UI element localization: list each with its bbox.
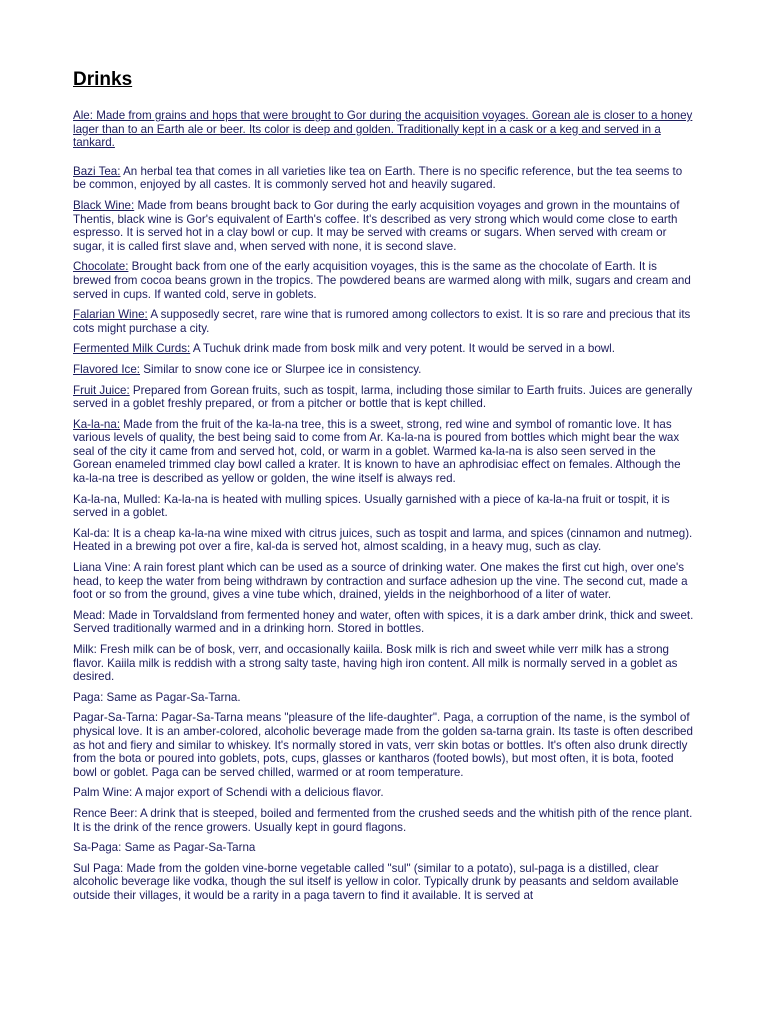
entry-term: Bazi Tea: xyxy=(73,164,121,178)
entry-term: Falarian Wine: xyxy=(73,308,148,322)
entry-paga xyxy=(73,691,695,705)
entry-term: Ale: xyxy=(73,109,93,122)
entry-text: Fresh milk can be of bosk, verr, and occasionally kaiila. Bosk milk is rich and sweet while verr milk has a strong flavor. Kaiila milk is reddish with a strong salty taste, having high iron content. All milk is normally served in a goblet as desired. xyxy=(73,643,678,684)
entry-text: Made in Torvaldsland from fermented honey and water, often with spices, it is a dark amber drink, thick and sweet. Served traditionally warmed and in a drinking horn. Stored in bottles. xyxy=(73,608,694,636)
entry-kal-da xyxy=(73,527,695,554)
entry-term: Mead: xyxy=(73,608,106,622)
entry-palm-wine xyxy=(73,786,695,800)
entry-text: It is a cheap ka-la-na wine mixed with citrus juices, such as tospit and larma, and spices (cinnamon and nutmeg). Heated in a brewing pot over a fire, kal-da is served hot, almost scalding, in a heavy mug, such as clay. xyxy=(73,526,693,554)
entry-term: Sa-Paga: xyxy=(73,841,122,855)
entry-text: Made from the fruit of the ka-la-na tree, this is a sweet, strong, red wine and symbol of romantic love. It has various levels of quality, the best being said to come from Ar. Ka-la-na is poured from bottles which might bear the wax seal of the city it came from and served hot, cold, or warm in a goblet. Warmed ka-la-na is also seen served in the Gorean enameled trimmed clay bowl called a krater. It is known to have an aphrodisiac effect on females. Although the ka-la-na tree is described as yellow or golden, the wine itself is always red. xyxy=(73,417,681,486)
entry-term: Paga: xyxy=(73,690,104,704)
entry-fruit-juice xyxy=(73,384,695,411)
entry-text: Same as Pagar-Sa-Tarna. xyxy=(103,690,241,704)
entry-term: Flavored Ice: xyxy=(73,362,141,376)
entry-chocolate xyxy=(73,260,695,301)
entry-term: Ka-la-na, Mulled: xyxy=(73,492,161,506)
entry-pagar-sa-tarna xyxy=(73,711,695,779)
entry-sul-paga xyxy=(73,862,695,903)
entry-black-wine xyxy=(73,199,695,253)
entry-text: A major export of Schendi with a delicious flavor. xyxy=(132,786,384,800)
entry-ka-la-na xyxy=(73,418,695,486)
entry-text: A drink that is steeped, boiled and fermented from the crushed seeds and the whitish pith of the rence plant. It is the drink of the rence growers. Usually kept in gourd flagons. xyxy=(73,806,693,834)
entry-term: Sul Paga: xyxy=(73,861,124,875)
entry-flavored-ice xyxy=(73,363,695,377)
entry-term: Chocolate: xyxy=(73,260,129,274)
entry-text: Made from beans brought back to Gor during the early acquisition voyages and grown in the mountains of Thentis, black wine is Gor's equivalent of Earth's coffee. It's described as very strong which would come close to earth espresso. It is served hot in a clay bowl or cup. It may be served with creams or sugars. When served with cream or sugar, it is called first slave and, when served with none, it is second slave. xyxy=(73,198,680,253)
entry-rence-beer xyxy=(73,807,695,834)
entry-term: Fermented Milk Curds: xyxy=(73,342,191,356)
entry-text: Made from the golden vine-borne vegetable called "sul" (similar to a potato), sul-paga is a distilled, clear alcoholic beverage like vodka, though the sul itself is yellow in color. Typically drunk by peasants and seldom available outside their villages, it would be a rarity in a paga tavern to find it available. It is served at xyxy=(73,861,679,902)
entry-term: Palm Wine: xyxy=(73,786,133,800)
entry-text: Made from grains and hops that were brought to Gor during the acquisition voyages. Gorean ale is closer to a honey lager than to an Earth ale or beer. Its color is deep and golden. Traditionally kept in a cask or a keg and served in a tankard. xyxy=(73,109,693,150)
document-page xyxy=(73,68,695,910)
entry-liana-vine xyxy=(73,561,695,602)
entry-sa-paga xyxy=(73,841,695,855)
entry-text: Prepared from Gorean fruits, such as tospit, larma, including those similar to Earth fruits. Juices are generally served in a goblet freshly prepared, or from a pitcher or bottle that is kept chilled. xyxy=(73,383,693,411)
entry-text: A Tuchuk drink made from bosk milk and very potent. It would be served in a bowl. xyxy=(190,342,615,356)
page-title: Drinks xyxy=(73,69,133,90)
entry-text: Pagar-Sa-Tarna means "pleasure of the life-daughter". Paga, a corruption of the name, is the symbol of physical love. It is an amber-colored, alcoholic beverage made from the golden sa-tarna grain. Its taste is often described as hot and fiery and similar to whiskey. It's normally stored in vats, verr skin botas or bottles. It's often also drunk directly from the bota or poured into goblets, pots, cups, glasses or kantharos (footed bowls), but most often, it is bota, footed bowl or goblet. Paga can be served chilled, warmed or at room temperature. xyxy=(73,711,693,779)
entry-term: Ka-la-na: xyxy=(73,417,121,431)
entry-term: Pagar-Sa-Tarna: xyxy=(73,711,159,725)
entry-text: Similar to snow cone ice or Slurpee ice in consistency. xyxy=(140,362,422,376)
entry-milk xyxy=(73,643,695,684)
entry-text: Same as Pagar-Sa-Tarna xyxy=(121,841,256,855)
entry-term: Liana Vine: xyxy=(73,561,131,575)
entry-term: Fruit Juice: xyxy=(73,383,130,397)
entry-ale xyxy=(73,109,695,150)
entry-falarian-wine xyxy=(73,308,695,335)
entry-term: Kal-da: xyxy=(73,526,110,540)
entry-mead xyxy=(73,609,695,636)
entry-term: Milk: xyxy=(73,643,97,656)
entry-ka-la-na-mulled xyxy=(73,493,695,520)
entry-text: Ka-la-na is heated with mulling spices. Usually garnished with a piece of ka-la-na fruit or tospit, it is served in a goblet. xyxy=(73,492,670,520)
entry-term: Black Wine: xyxy=(73,198,135,212)
entry-text: Brought back from one of the early acquisition voyages, this is the same as the chocolate of Earth. It is brewed from cocoa beans grown in the tropics. The powdered beans are warmed along with milk, sugars and cream and served in cups. If wanted cold, serve in goblets. xyxy=(73,260,691,301)
entry-term: Rence Beer: xyxy=(73,806,138,820)
entry-text: A supposedly secret, rare wine that is rumored among collectors to exist. It is so rare and precious that its cots might purchase a city. xyxy=(73,308,691,335)
entry-bazi-tea xyxy=(73,165,695,192)
entry-text: A rain forest plant which can be used as a source of drinking water. One makes the first cut high, over one's head, to keep the water from being withdrawn by contraction and surface adhesion up the vine. The second cut, made a foot or so from the ground, gives a vine tube which, drained, yields in the neighborhood of a liter of water. xyxy=(73,561,688,602)
entry-fermented-milk-curds xyxy=(73,342,695,356)
entry-text: An herbal tea that comes in all varieties like tea on Earth. There is no specific reference, but the tea seems to be common, enjoyed by all castes. It is commonly served hot and heavily sugared. xyxy=(73,164,683,192)
